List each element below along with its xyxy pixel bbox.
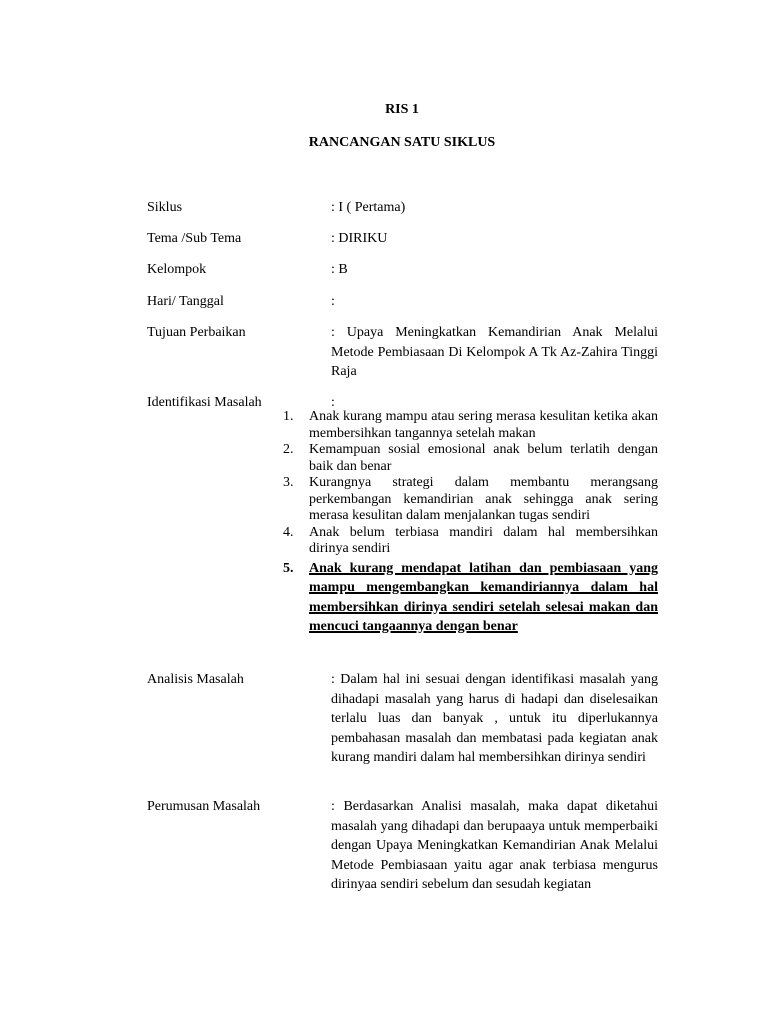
list-item [283, 525, 658, 558]
list-item-text: Kurangnya strategi dalam membantu merangsang perkembangan kemandirian anak sehingga anak sering merasa kesulitan dalam menjalankan tugas sendiri [309, 475, 658, 523]
list-item-number: 4. [283, 524, 294, 540]
list-item [283, 475, 658, 525]
list-item [283, 442, 658, 475]
siklus-value: : I ( Pertama) [331, 200, 406, 215]
tujuan-perbaikan-value: : Upaya Meningkatkan Kemandirian Anak Melalui Metode Pembiasaan Di Kelompok A Tk Az-Zahira Tinggi Raja [331, 325, 658, 379]
siklus-label: Siklus [147, 200, 183, 215]
list-item-highlighted [283, 559, 658, 637]
document-title: RIS 1 [385, 102, 419, 117]
document-subtitle: RANCANGAN SATU SIKLUS [308, 135, 496, 150]
perumusan-masalah-label: Perumusan Masalah [147, 799, 261, 814]
list-item-number: 3. [283, 475, 294, 490]
analisis-masalah-label: Analisis Masalah [147, 672, 244, 687]
identifikasi-masalah-value: : [331, 395, 335, 410]
kelompok-label: Kelompok [147, 262, 207, 277]
list-item-text: Anak belum terbiasa mandiri dalam hal membersihkan dirinya sendiri [309, 524, 658, 556]
tema-value: : DIRIKU [331, 231, 388, 246]
list-item-text: Kemampuan sosial emosional anak belum terlatih dengan baik dan benar [309, 442, 658, 474]
tema-label: Tema /Sub Tema [147, 231, 242, 246]
list-item-text: Anak kurang mampu atau sering merasa kesulitan ketika akan membersihkan tangannya setelah makan [309, 409, 658, 441]
kelompok-value: : B [331, 262, 348, 277]
list-item-text: Anak kurang mendapat latihan dan pembiasaan yang mampu mengembangkan kemandiriannya dalam hal membersihkan dirinya sendiri setelah selesai makan dan mencuci tangaannya dengan benar [309, 560, 658, 634]
analisis-masalah-value: : Dalam hal ini sesuai dengan identifikasi masalah yang dihadapi masalah yang harus di hadapi dan diselesaikan terlalu luas dan banyak , untuk itu diperlukannya pembahasan masalah dan membatasi pada kegiatan anak kurang mandiri dalam hal membersihkan dirinya sendiri [331, 672, 658, 765]
list-item [283, 409, 658, 442]
identifikasi-masalah-label: Identifikasi Masalah [147, 395, 262, 410]
hari-tanggal-value: : [331, 294, 335, 309]
tujuan-perbaikan-label: Tujuan Perbaikan [147, 325, 246, 340]
list-item-number: 2. [283, 442, 294, 457]
list-item-number: 1. [283, 409, 294, 424]
hari-tanggal-label: Hari/ Tanggal [147, 294, 224, 309]
list-item-number: 5. [283, 560, 294, 576]
perumusan-masalah-value: : Berdasarkan Analisi masalah, maka dapat diketahui masalah yang dihadapi dan berupaaya untuk memperbaiki dengan Upaya Meningkatkan Kemandirian Anak Melalui Metode Pembiasaan yaitu agar anak terbiasa mengurus dirinyaa sendiri sebelum dan sesudah kegiatan [331, 799, 658, 892]
problem-list [283, 409, 658, 637]
